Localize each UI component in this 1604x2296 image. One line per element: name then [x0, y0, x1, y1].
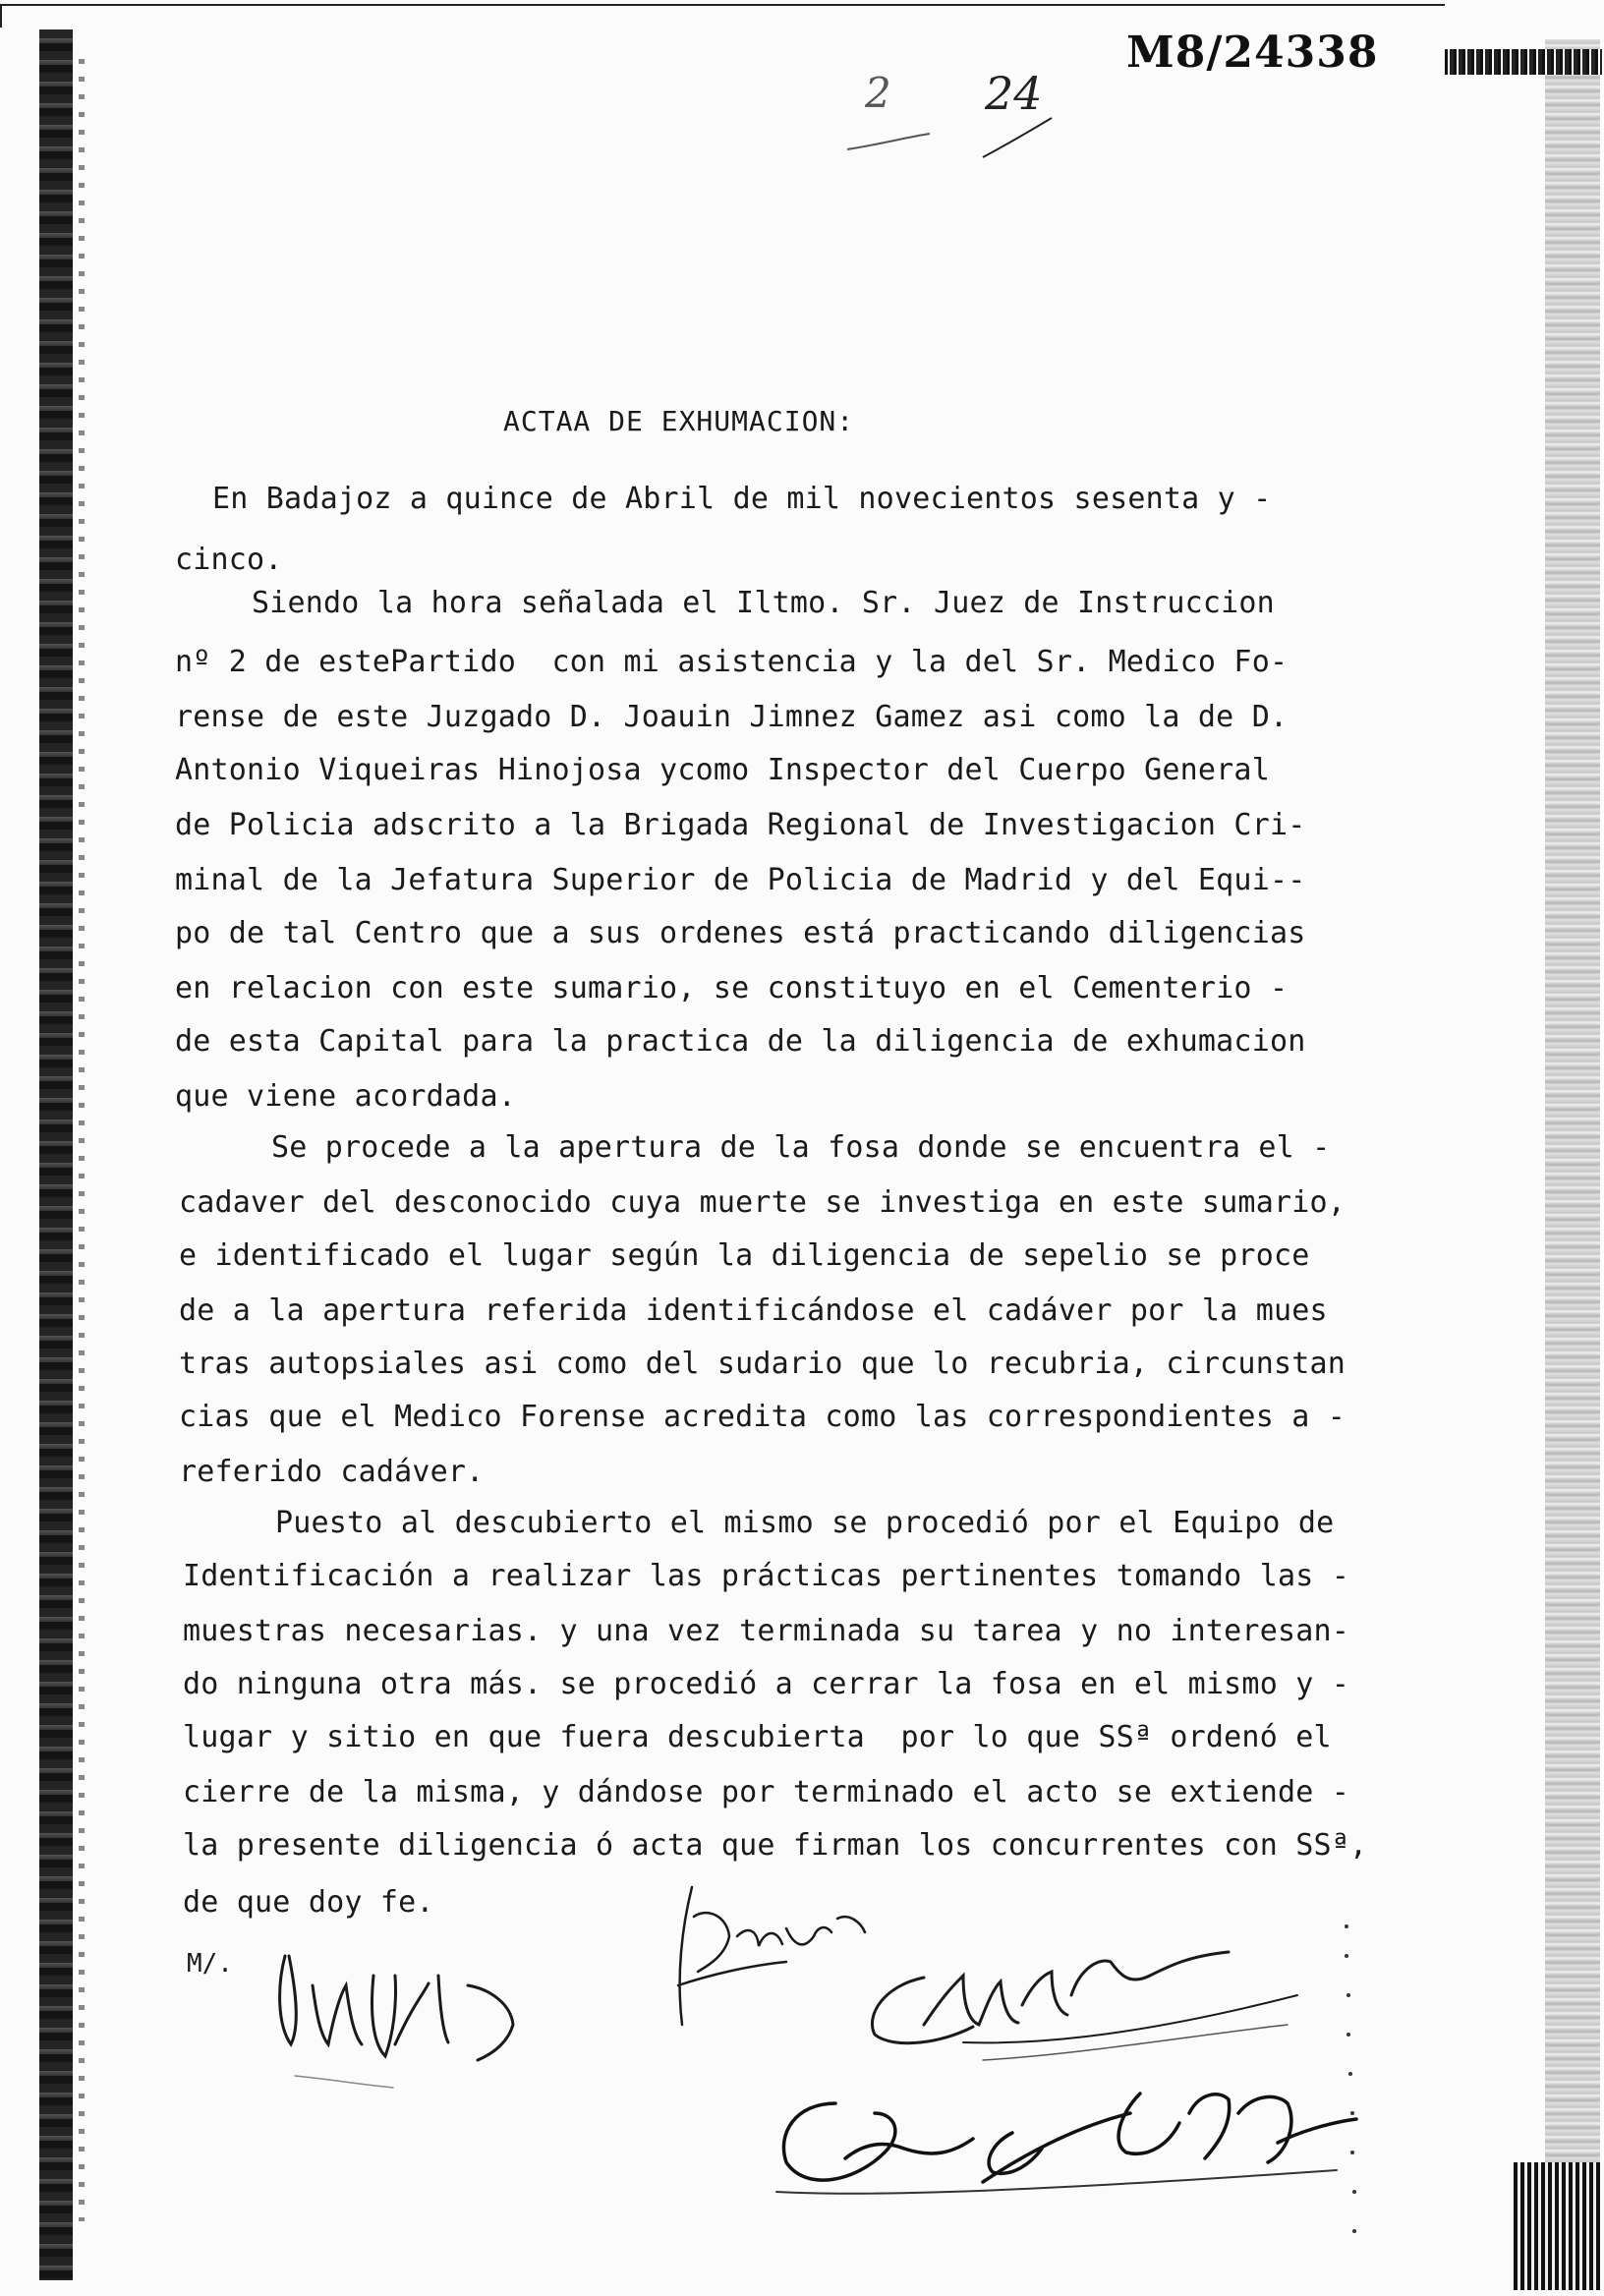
- body-line: cias que el Medico Forense acredita como las correspondientes a -: [179, 1400, 1346, 1434]
- body-line: minal de la Jefatura Superior de Policia de Madrid y del Equi--: [175, 863, 1306, 897]
- body-line: cinco.: [175, 543, 283, 577]
- body-line: cierre de la misma, y dándose por terminado el acto se extiende -: [183, 1775, 1349, 1809]
- body-line: muestras necesarias. y una vez terminada su tarea y no interesan-: [183, 1614, 1349, 1648]
- body-line: po de tal Centro que a sus ordenes está practicando diligencias: [175, 916, 1306, 950]
- body-line: Siendo la hora señalada el Iltmo. Sr. Juez de Instruccion: [252, 586, 1275, 620]
- body-line: la presente diligencia ó acta que firman los concurrentes con SSª,: [183, 1828, 1368, 1863]
- body-line: Identificación a realizar las prácticas pertinentes tomando las -: [183, 1559, 1349, 1593]
- folio-mark-1: 2: [865, 69, 891, 117]
- body-line: e identificado el lugar según la diligencia de sepelio se proce: [179, 1238, 1310, 1273]
- body-line: Se procede a la apertura de la fosa donde se encuentra el -: [271, 1130, 1331, 1165]
- folio-mark-2: 24: [985, 67, 1043, 120]
- body-line: de a la apertura referida identificándose el cadáver por la mues: [179, 1293, 1328, 1328]
- body-line: referido cadáver.: [179, 1455, 485, 1489]
- closing-mark: M/.: [187, 1949, 233, 1979]
- body-line: que viene acordada.: [175, 1079, 516, 1114]
- body-line: cadaver del desconocido cuya muerte se investiga en este sumario,: [179, 1185, 1346, 1220]
- body-line: tras autopsiales asi como del sudario que lo recubria, circunstan: [179, 1347, 1346, 1381]
- body-line: de que doy fe.: [183, 1885, 434, 1920]
- body-line: en relacion con este sumario, se constituyo en el Cementerio -: [175, 971, 1289, 1005]
- body-line: de esta Capital para la practica de la diligencia de exhumacion: [175, 1024, 1306, 1059]
- body-line: nº 2 de estePartido con mi asistencia y la del Sr. Medico Fo-: [175, 645, 1289, 679]
- body-line: rense de este Juzgado D. Joauin Jimnez Gamez asi como la de D.: [175, 700, 1289, 734]
- document-number: M8/24338: [1126, 28, 1379, 78]
- body-line: de Policia adscrito a la Brigada Regional de Investigacion Cri-: [175, 808, 1306, 842]
- body-line: En Badajoz a quince de Abril de mil novecientos sesenta y -: [212, 482, 1272, 516]
- body-line: lugar y sitio en que fuera descubierta por lo que SSª ordenó el: [183, 1720, 1332, 1754]
- body-line: Puesto al descubierto el mismo se procedió por el Equipo de: [275, 1506, 1335, 1540]
- document-title: ACTAA DE EXHUMACION:: [503, 405, 855, 437]
- body-line: Antonio Viqueiras Hinojosa ycomo Inspector del Cuerpo General: [175, 753, 1270, 787]
- body-line: do ninguna otra más. se procedió a cerrar la fosa en el mismo y -: [183, 1667, 1349, 1701]
